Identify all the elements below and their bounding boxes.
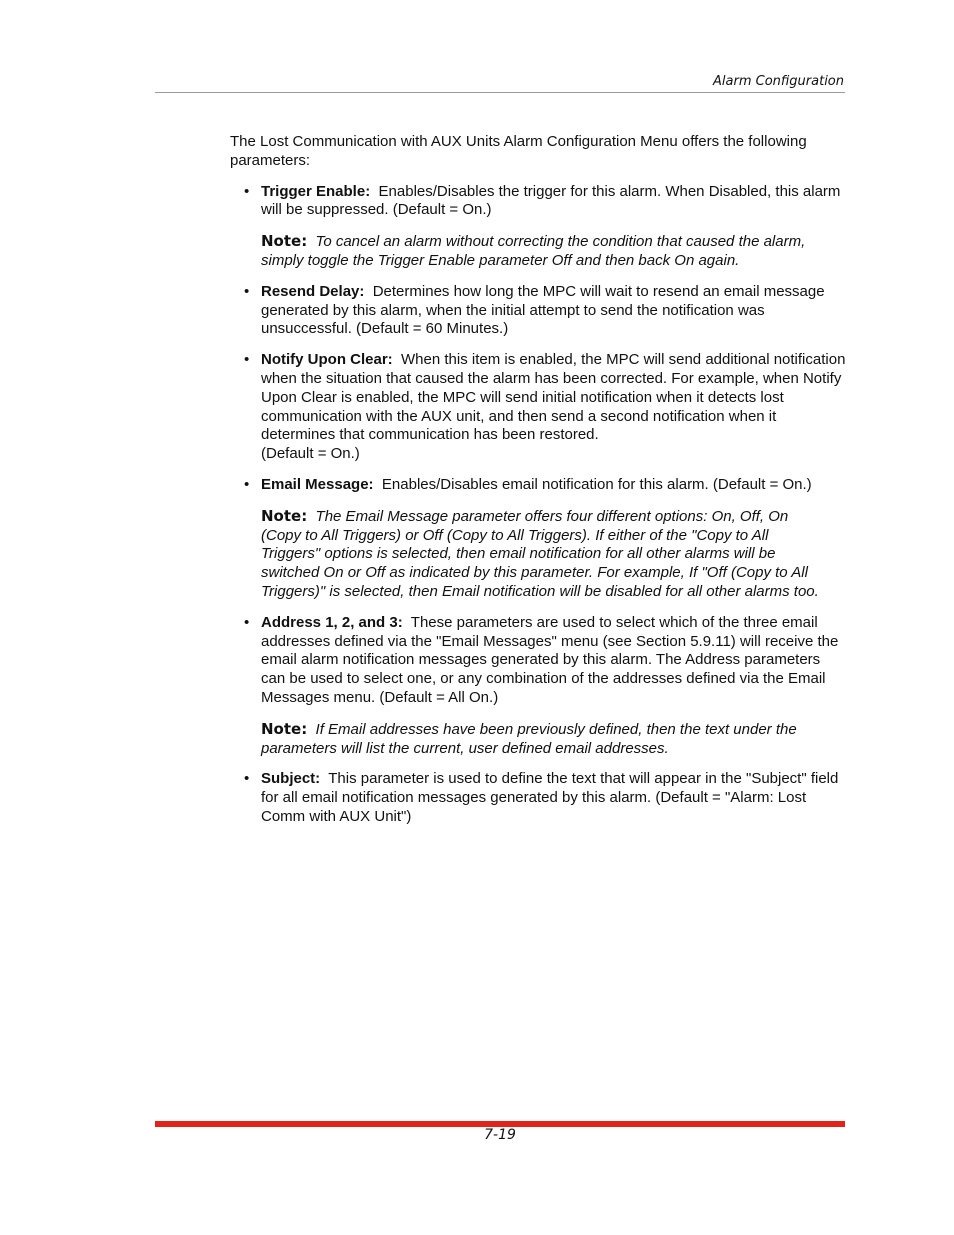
note-label: Note:: [261, 719, 308, 738]
list-item-subject: [230, 770, 846, 826]
bullet-icon: •: [244, 282, 250, 300]
list-item-trigger-enable: [230, 183, 846, 221]
description-email-message: Enables/Disables email notification for this alarm. (Default = On.): [381, 475, 812, 493]
note-address: [261, 720, 821, 759]
list-item-notify-upon-clear: [230, 351, 846, 464]
list-item-address: [230, 614, 846, 708]
description-subject: This parameter is used to define the text that will appear in the "Subject" field for all email notification messages generated by this alarm. (Default = "Alarm: Lost Comm with AUX Unit"): [261, 770, 839, 825]
bullet-icon: •: [244, 351, 250, 369]
description-trigger-enable: Enables/Disables the trigger for this alarm. When Disabled, this alarm will be suppressed. (Default = On.): [261, 182, 841, 219]
list-item-resend-delay: [230, 283, 846, 339]
term-trigger-enable: Trigger Enable:: [261, 182, 371, 200]
page-number: 7-19: [484, 1127, 516, 1143]
term-resend-delay: Resend Delay:: [261, 282, 365, 300]
term-email-message: Email Message:: [261, 475, 374, 493]
description-resend-delay: Determines how long the MPC will wait to resend an email message generated by this alarm, when the initial attempt to send the notification was unsuccessful. (Default = 60 Minutes.): [261, 282, 825, 338]
note-text-email-message: The Email Message parameter offers four different options: On, Off, On (Copy to All Triggers) or Off (Copy to All Triggers). If either of the "Copy to All Triggers" options is selected, then email notification for all other alarms will be switched On or Off as indicated by this parameter. For example, If "Off (Copy to All Triggers)" is selected, then Email notification will be disabled for all other alarms too.: [261, 507, 819, 600]
bullet-icon: •: [244, 613, 250, 631]
header-divider: [155, 92, 845, 93]
description-notify-upon-clear: When this item is enabled, the MPC will send additional notification when the situation that caused the alarm has been corrected. For example, when Notify Upon Clear is enabled, the MPC will send initial notification when it detects lost communication with the AUX unit, and then send a second notification when it determines that communication has been restored.: [261, 351, 846, 444]
bullet-icon: •: [244, 182, 250, 200]
running-header-title: Alarm Configuration: [713, 74, 844, 89]
note-email-message: [261, 507, 821, 602]
term-subject: Subject:: [261, 770, 321, 788]
note-label: Note:: [261, 232, 308, 251]
term-notify-upon-clear: Notify Upon Clear:: [261, 351, 393, 369]
note-trigger-enable: [261, 232, 821, 271]
list-item-email-message: [230, 476, 846, 495]
note-text-trigger-enable: To cancel an alarm without correcting the condition that caused the alarm, simply toggle the Trigger Enable parameter Off and then back On again.: [261, 233, 806, 269]
bullet-icon: •: [244, 475, 250, 493]
intro-paragraph: The Lost Communication with AUX Units Alarm Configuration Menu offers the following parameters:: [230, 133, 807, 169]
note-label: Note:: [261, 506, 308, 525]
note-text-address: If Email addresses have been previously defined, then the text under the parameters will list the current, user defined email addresses.: [261, 720, 797, 757]
term-address: Address 1, 2, and 3:: [261, 613, 403, 631]
bullet-icon: •: [244, 770, 250, 788]
description-address: These parameters are used to select which of the three email addresses defined via the "Email Messages" menu (see Section 5.9.11) will receive the email alarm notification messages generated by this alarm. The Address parameters can be used to select one, or any combination of the addresses defined via the Email Messages menu. (Default = All On.): [261, 613, 839, 706]
page-body: [230, 133, 850, 839]
default-notify-upon-clear: (Default = On.): [261, 445, 360, 463]
